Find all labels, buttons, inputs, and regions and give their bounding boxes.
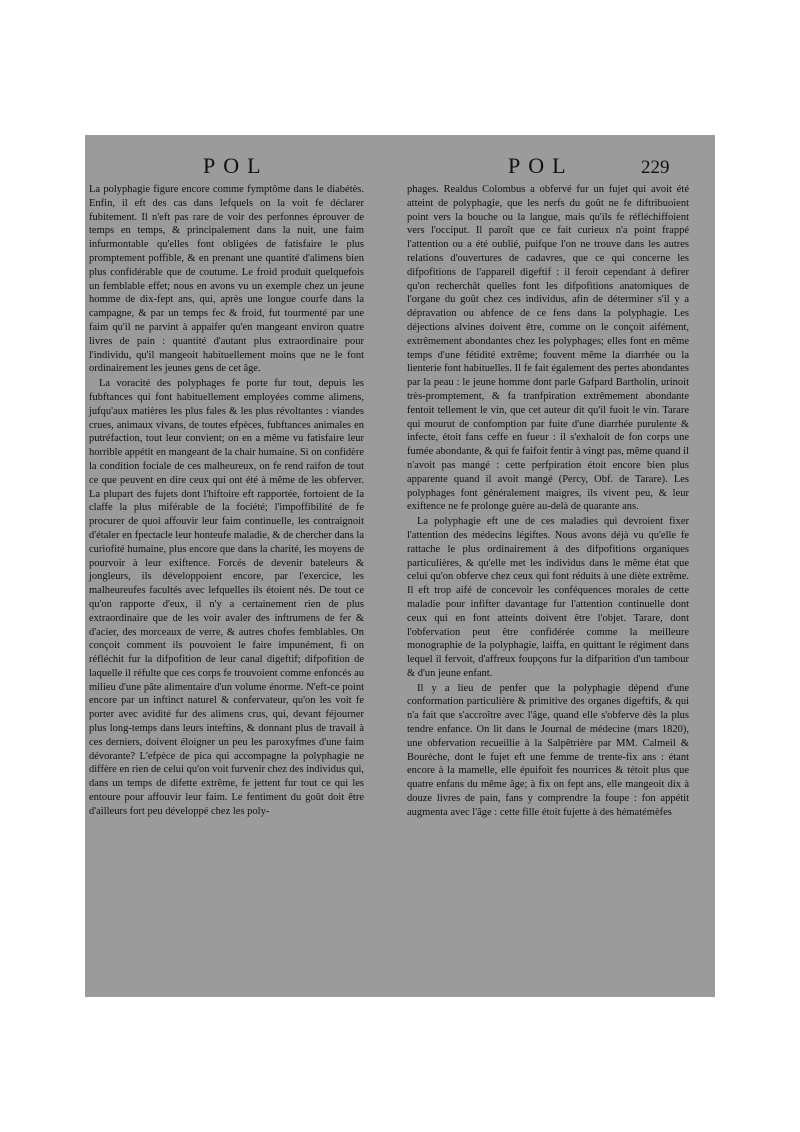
page-number: 229	[641, 157, 670, 178]
paragraph: La polyphagie eft une de ces maladies qui devroient fixer l'attention des médecins légiftes. Nous avons déjà vu qu'elle fe rattache le plus ordinairement à des difpofitions organiques particulières, & qu'elle met les individus dans le même état que celui qu'on obferve chez ceux qui font réduits à une diète extrême. Il eft trop aifé de concevoir les conféquences morales de cette maladie pour infifter davantage fur l'attention continuelle dont ceux qui en font atteints doivent être l'objet. Tarare, dont l'obfervation peut être confidérée comme la meilleure monographie de la polyphagie, laiffa, en quittant le régiment dans lequel il fervoit, d'affreux foupçons fur la difparition d'un tambour & d'un jeune enfant.	[407, 516, 689, 679]
paragraph: La polyphagie figure encore comme fymptôme dans le diabétès. Enfin, il eft des cas dans lefquels on la voit fe déclarer fubitement. Il n'eft pas rare de voir des perfonnes éprouver de temps en temps, & principalement dans la nuit, une faim infurmontable qu'elles font obligées de fatisfaire le plus promptement poffible, & en prenant une quantité d'alimens bien plus confidérable que de coutume. Le froid produit quelquefois un femblable effet; nous en avons vu un exemple chez un jeune homme de dix-fept ans, qui, après une longue courfe dans la campagne, & par un temps fec & froid, fut tourmenté par une faim qu'il ne parvint à appaifer qu'en mangeant environ quatre livres de pain : quantité d'autant plus extraordinaire pour l'individu, qu'il mangeoit habituellement moins que ne le font ordinairement les jeunes gens de cet âge.	[89, 184, 364, 375]
paragraph: La voracité des polyphages fe porte fur tout, depuis les fubftances qui font habituellement employées comme alimens, jufqu'aux matières les plus fales & les plus révoltantes : viandes crues, animaux vivans, de toutes efpèces, fubftances animales en putréfaction, tout leur convient; on en a même vu fatisfaire leur horrible appétit en mangeant de la chair humaine. Si on confidère la condition fociale de ces malheureux, on fe rend raifon de tout ce que peuvent en dire ceux qui ont été à même de les obferver. La plupart des fujets dont l'hiftoire eft rapportée, fortoient de la claffe la plus miférable de la fociété; l'impoffibilité de fe procurer de quoi affouvir leur faim continuelle, les contraignoit d'étaler en fpectacle leur honteufe maladie, & de chercher dans la curiofité humaine, plus encore que dans la charité, les moyens de pourvoir à leur exiftence. Forcés de devenir bateleurs & jongleurs, ils développoient encore, par l'exercice, les malheureufes facultés avec lefquelles ils étoient nés. De tout ce qu'on rapporte d'eux, il n'y a certainement rien de plus extraordinaire que de les voir avaler des inftrumens de fer & d'acier, des morceaux de verre, & autres chofes femblables. On conçoit comment ils pouvoient le faire impunément, fi on réfléchit fur la difpofition de leur canal digeftif; difpofition de laquelle il réfulte que ces corps fe trouvoient comme enfoncés au milieu d'une pâte alimentaire d'un volume énorme. N'eft-ce point encore par un inftinct naturel & confervateur, qu'on les voit fe porter avec avidité fur des alimens crus, qui, devant féjourner plus long-temps dans leurs inteftins, & donnant plus de travail à ces derniers, doivent éloigner un peu les paroxyfmes d'une faim dévorante? L'efpèce de pica qui accompagne la polyphagie ne diffère en rien de celui qu'on voit furvenir chez des individus qui, dans un temps de difette extrême, fe jettent fur tout ce qui les entoure pour affouvir leur faim. Le fentiment du goût doit être d'ailleurs fort peu développé chez les poly-	[89, 378, 364, 817]
paragraph: Il y a lieu de penfer que la polyphagie dépend d'une conformation particulière & primitive des organes digeftifs, & qui n'a fait que s'accroître avec l'âge, quand elle s'obferve dès la plus tendre enfance. On lit dans le Journal de médecine (mars 1820), une obfervation recueillie à la Salpêtrière par MM. Calmeil & Bourèche, dont le fujet eft une femme de trente-fix ans : étant encore à la mamelle, elle épuifoit fes nourrices & tétoit plus que quatre enfans du même âge; à fix on fept ans, elle mangeoit dix à douze livres de pain, fans y comprendre la foupe : fon appétit augmenta avec l'âge : cette fille étoit fujette à des hématémèfes	[407, 682, 689, 818]
paragraph: phages. Realdus Colombus a obfervé fur un fujet qui avoit été atteint de polyphagie, que les nerfs du goût ne fe diftribuoient point vers la bouche ou la langue, mais qu'ils fe réfléchiffoient vers l'occiput. Il paroît que ce fait curieux n'a point frappé l'attention ou a été oublié, puifque l'on ne trouve dans les autres relations d'ouvertures de cadavres, que ce qui concerne les difpofitions de l'appareil digeftif : il feroit cependant à defirer qu'on recherchât quelles font les difpofitions anatomiques de l'organe du goût chez ces individus, afin de déterminer s'il y a dépravation ou abfence de ce fens dans la polyphagie. Les déjections alvines doivent être, comme on le conçoit aifément, extrêmement abondantes chez les polyphages; elles font en même temps d'une fétidité extrême; fouvent même la diarrhée ou la lienterie font habituelles. Il fe fait également des pertes abondantes par la peau : le jeune homme dont parle Gafpard Bartholin, urinoit très-promptement, & fa tranfpiration extrêmement abondante fentoit tellement le vin, que cet auteur dit qu'il fuoit le vin. Tarare qui mourut de confomption par fuite d'une diarrhée purulente & infecte, étoit fans ceffe en fueur : il s'exhaloit de fon corps une fumée abondante, & qui fe faifoit fentir à vingt pas, même quand il n'avoit pas mangé : cette perfpiration étoit encore bien plus apparente quand il avoit mangé (Percy, Obf. de Tarare). Les polyphages font généralement maigres, ils vivent peu, & leur exiftence ne fe prolonge guère au-delà de quarante ans.	[407, 184, 689, 513]
left-column	[89, 183, 364, 819]
right-column	[407, 183, 689, 820]
scanned-page	[85, 135, 715, 997]
header-left-word: POL	[203, 153, 269, 178]
header-right-word: POL	[508, 153, 574, 178]
